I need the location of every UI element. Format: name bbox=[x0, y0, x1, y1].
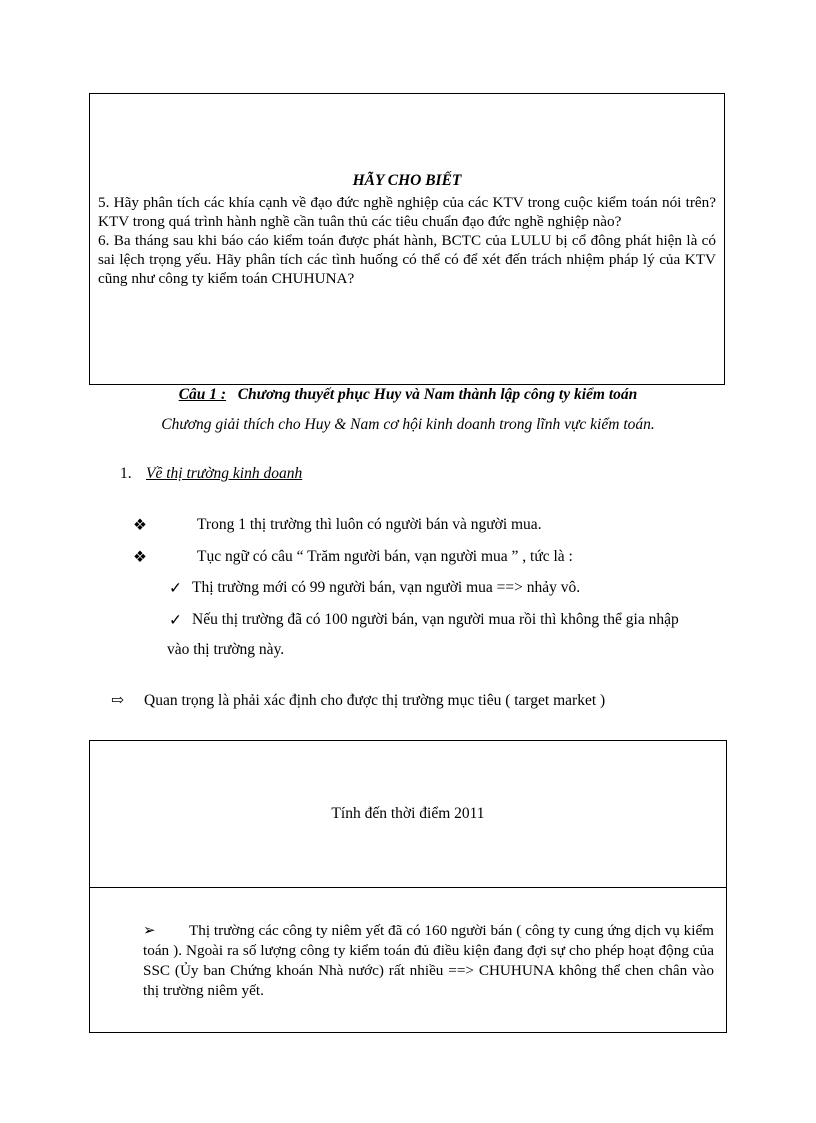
check-item bbox=[169, 579, 581, 597]
question-item-6: 6. Ba tháng sau khi báo cáo kiểm toán được phát hành, BCTC của LULU bị cổ đông phát hiện là có sai lệch trọng yếu. Hãy phân tích các tình huống có thể có để xét đến trách nhiệm pháp lý của KTV cũng như công ty kiểm toán CHUHUNA? bbox=[98, 232, 716, 287]
section-title: Về thị trường kinh doanh bbox=[146, 465, 303, 482]
section-number: 1. bbox=[120, 465, 132, 482]
diamond-bullet-icon: ❖ bbox=[133, 517, 147, 534]
bullet-item bbox=[133, 548, 573, 566]
diamond-bullet-icon: ❖ bbox=[133, 549, 147, 566]
question-subtitle: Chương giải thích cho Huy & Nam cơ hội kinh doanh trong lĩnh vực kiểm toán. bbox=[161, 416, 655, 433]
conclusion-text: Quan trọng là phải xác định cho được thị trường mục tiêu ( target market ) bbox=[144, 692, 606, 709]
conclusion-line bbox=[111, 691, 605, 710]
question-item-5: 5. Hãy phân tích các khía cạnh về đạo đức nghề nghiệp của các KTV trong cuộc kiểm toán nói trên? KTV trong quá trình hành nghề cần tuân thủ các tiêu chuẩn đạo đức nghề nghiệp nào? bbox=[98, 194, 716, 230]
section-heading bbox=[120, 465, 302, 483]
checkmark-icon: ✓ bbox=[169, 612, 182, 629]
box-title: HÃY CHO BIẾT bbox=[352, 172, 462, 189]
checkmark-icon: ✓ bbox=[169, 580, 182, 597]
check-text: Thị trường mới có 99 người bán, vạn người mua ==> nhảy vô. bbox=[192, 579, 581, 596]
table-body bbox=[143, 921, 714, 1001]
check-item-continuation: vào thị trường này. bbox=[167, 641, 285, 658]
table-header: Tính đến thời điểm 2011 bbox=[331, 805, 485, 822]
check-text: Nếu thị trường đã có 100 người bán, vạn người mua rồi thì không thể gia nhập bbox=[192, 611, 679, 628]
question-heading bbox=[0, 386, 816, 404]
table-body-text: Thị trường các công ty niêm yết đã có 160 người bán ( công ty cung ứng dịch vụ kiểm toán ). Ngoài ra số lượng công ty kiểm toán đủ điều kiện đang đợi sự cho phép hoạt động của SSC (Ủy ban Chứng khoán Nhà nước) rất nhiều ==> CHUHUNA không thể chen chân vào thị trường niêm yết. bbox=[143, 922, 714, 999]
arrowhead-bullet-icon: ➢ bbox=[143, 922, 156, 939]
info-table bbox=[89, 740, 727, 1033]
box-body bbox=[98, 193, 716, 288]
table-divider bbox=[90, 887, 726, 888]
question-box bbox=[89, 93, 725, 385]
arrow-right-icon: ⇨ bbox=[111, 692, 124, 709]
bullet-text: Tục ngữ có câu “ Trăm người bán, vạn người mua ” , tức là : bbox=[197, 548, 573, 565]
question-label: Câu 1 : bbox=[178, 386, 227, 403]
bullet-item bbox=[133, 516, 542, 534]
bullet-text: Trong 1 thị trường thì luôn có người bán và người mua. bbox=[197, 516, 542, 533]
check-item bbox=[169, 611, 679, 629]
question-title: Chương thuyết phục Huy và Nam thành lập công ty kiểm toán bbox=[237, 386, 638, 403]
